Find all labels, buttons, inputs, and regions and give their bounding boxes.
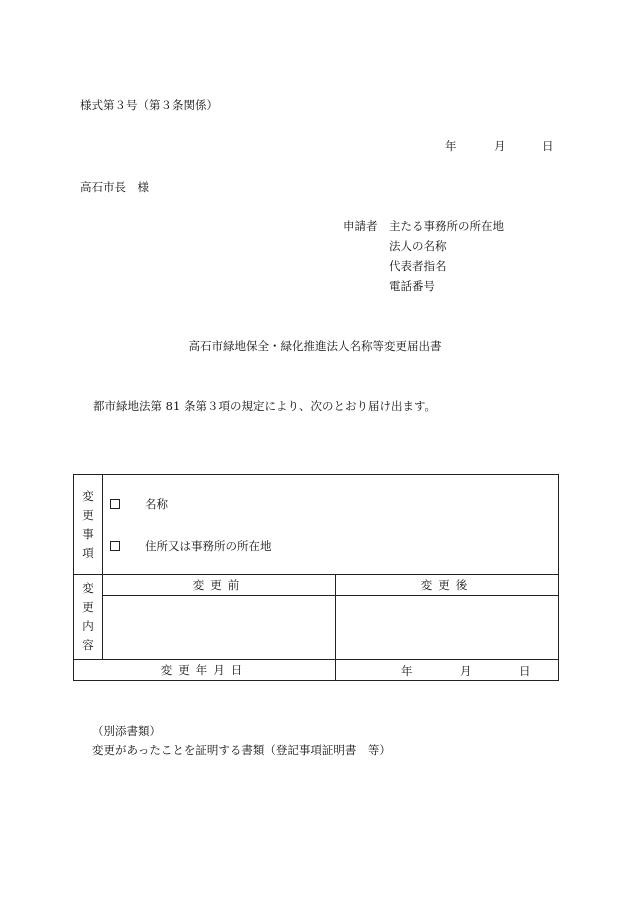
- after-header: 変更後: [336, 575, 559, 596]
- form-number: 様式第３号（第３条関係）: [80, 98, 218, 112]
- date-line: [445, 138, 555, 152]
- option-name[interactable]: 名称: [110, 494, 558, 514]
- option-address[interactable]: 住所又は事務所の所在地: [110, 536, 558, 556]
- attachment-label: （別添書類）: [92, 724, 161, 738]
- change-form-table: [73, 474, 559, 681]
- applicant-label: 申請者: [343, 219, 378, 233]
- change-date-cell[interactable]: [336, 660, 559, 681]
- change-date-month: 月: [460, 664, 472, 678]
- change-items-options: [103, 475, 559, 575]
- address-checkbox[interactable]: [110, 541, 120, 551]
- applicant-phone: 電話番号: [389, 279, 435, 293]
- applicant-office-address: 主たる事務所の所在地: [389, 219, 504, 233]
- after-content-cell[interactable]: [336, 596, 559, 660]
- change-items-label: 変 更 事 項: [74, 475, 103, 575]
- name-checkbox[interactable]: [110, 499, 120, 509]
- before-header: 変更前: [103, 575, 336, 596]
- applicant-corporation-name: 法人の名称: [389, 239, 447, 253]
- attachment-text: 変更があったことを証明する書類（登記事項証明書 等）: [92, 743, 391, 757]
- date-month: 月: [494, 139, 506, 153]
- change-date-year: 年: [401, 664, 413, 678]
- body-text: 都市緑地法第 81 条第３項の規定により、次のとおり届け出ます。: [93, 399, 437, 413]
- addressee: 高石市長 様: [80, 180, 149, 194]
- applicant-representative: 代表者指名: [389, 259, 447, 273]
- change-date-day: 日: [519, 664, 531, 678]
- before-content-cell[interactable]: [103, 596, 336, 660]
- change-content-label: 変 更 内 容: [74, 575, 103, 660]
- document-title: 高石市緑地保全・緑化推進法人名称等変更届出書: [188, 339, 442, 353]
- date-day: 日: [542, 139, 554, 153]
- change-date-label: 変更年月日: [74, 660, 336, 681]
- date-year: 年: [445, 139, 457, 153]
